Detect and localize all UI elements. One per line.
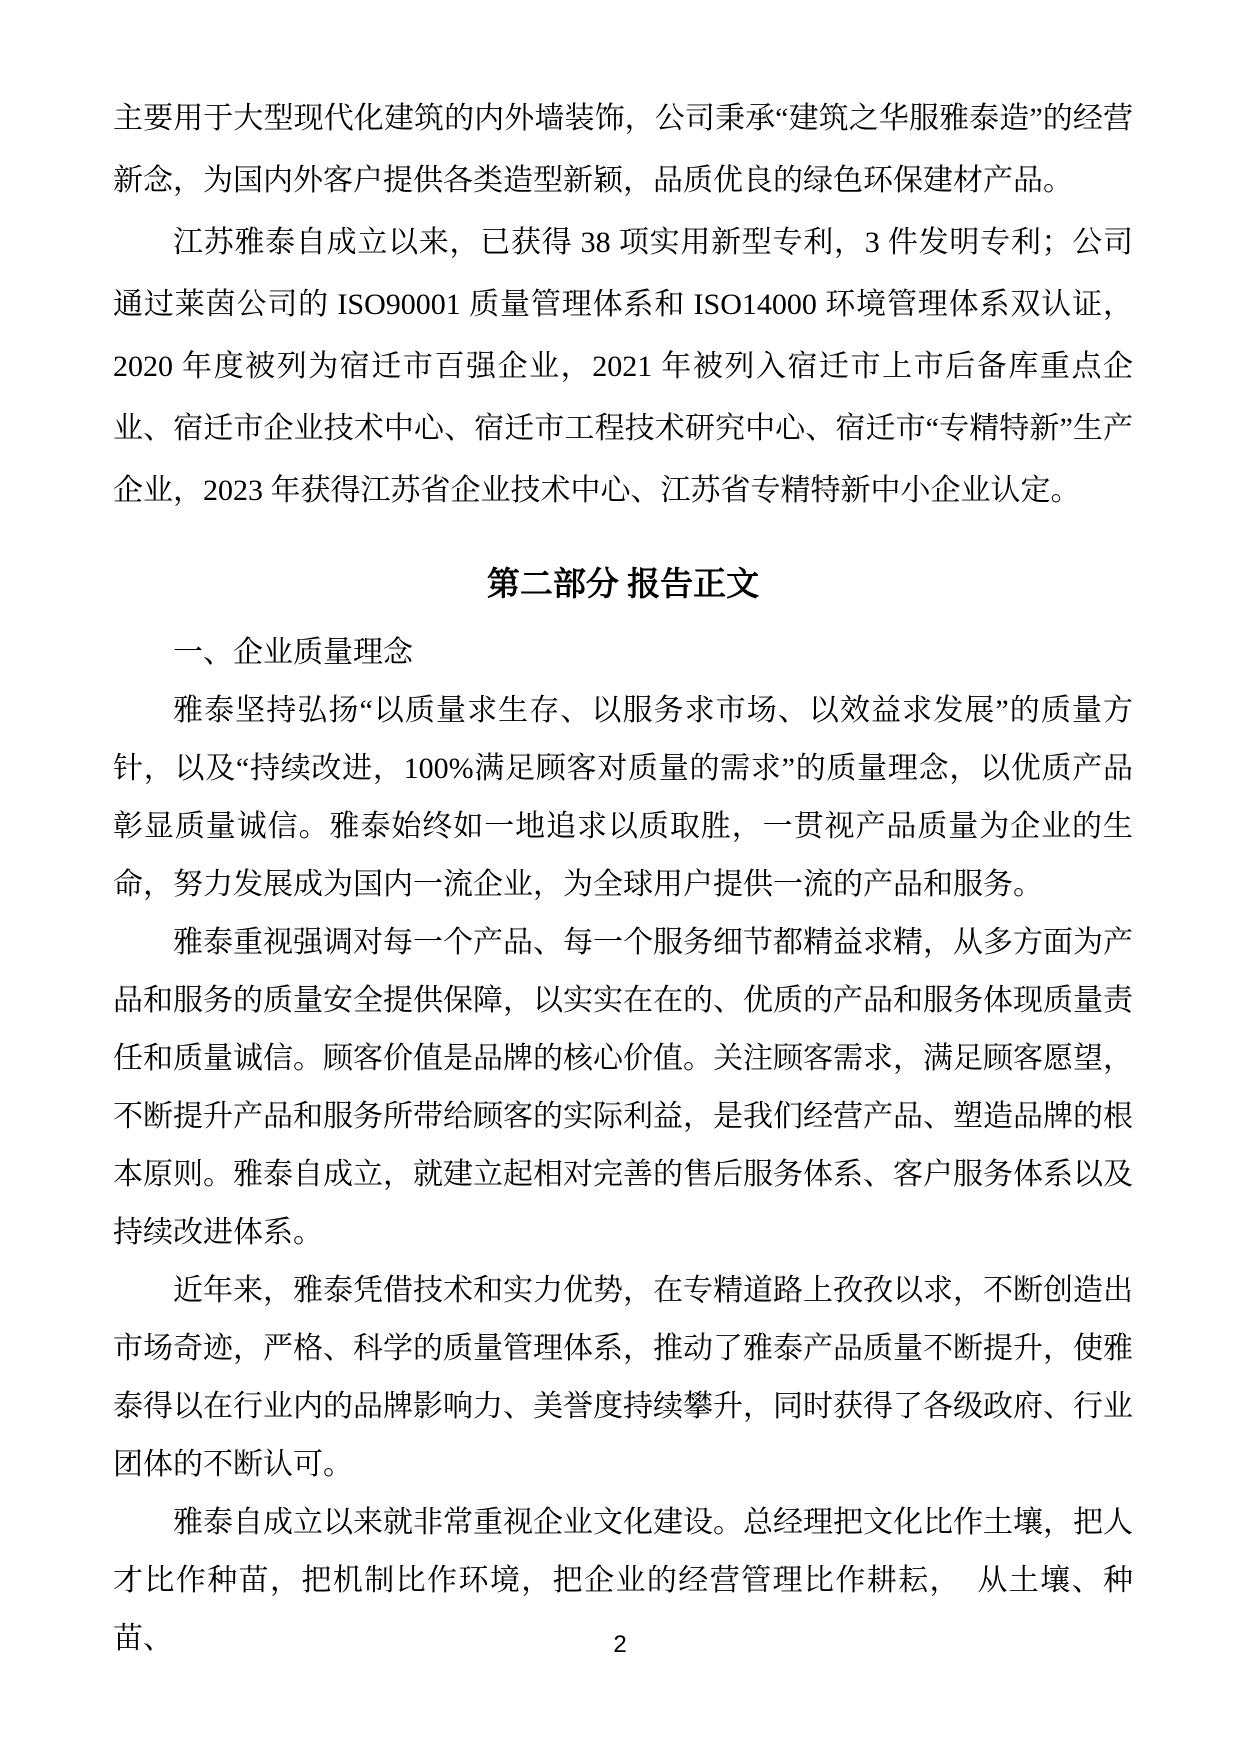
page-content <box>113 88 1133 1668</box>
paragraph-corporate-culture: 雅泰自成立以来就非常重视企业文化建设。总经理把文化比作土壤，把人才比作种苗，把机制比作环境，把企业的经营管理比作耕耘， 从土壤、种苗、 <box>113 1506 1133 1655</box>
subsection-heading-quality-philosophy: 一、企业质量理念 <box>173 636 413 669</box>
paragraph-customer-value: 雅泰重视强调对每一个产品、每一个服务细节都精益求精，从多方面为产品和服务的质量安全提供保障，以实实在在的、优质的产品和服务体现质量责任和质量诚信。顾客价值是品牌的核心价值。关注顾客需求，满足顾客愿望，不断提升产品和服务所带给顾客的实际利益，是我们经营产品、塑造品牌的根本原则。雅泰自成立，就建立起相对完善的售后服务体系、客户服务体系以及持续改进体系。 <box>113 926 1133 1249</box>
paragraph-intro-continued: 主要用于大型现代化建筑的内外墙装饰，公司秉承“建筑之华服雅泰造”的经营新念，为国内外客户提供各类造型新颖，品质优良的绿色环保建材产品。 <box>113 102 1133 197</box>
section-heading-part2: 第二部分 报告正文 <box>486 567 760 603</box>
paragraph-quality-policy: 雅泰坚持弘扬“以质量求生存、以服务求市场、以效益求发展”的质量方针，以及“持续改进，100%满足顾客对质量的需求”的质量理念，以优质产品彰显质量诚信。雅泰始终如一地追求以质取胜，一贯视产品质量为企业的生命，努力发展成为国内一流企业，为全球用户提供一流的产品和服务。 <box>113 694 1133 901</box>
paragraph-patents-honors: 江苏雅泰自成立以来，已获得 38 项实用新型专利，3 件发明专利；公司通过莱茵公司的 ISO90001 质量管理体系和 ISO14000 环境管理体系双认证，2020 年度被列为宿迁市百强企业，2021 年被列入宿迁市上市后备库重点企业、宿迁市企业技术中心、宿迁市工程技术研究中心、宿迁市“专精特新”生产企业，2023 年获得江苏省企业技术中心、江苏省专精特新中小企业认定。 <box>113 226 1133 507</box>
page-footer <box>0 1630 1240 1660</box>
page-number: 2 <box>613 1631 627 1658</box>
paragraph-recent-achievements: 近年来，雅泰凭借技术和实力优势，在专精道路上孜孜以求，不断创造出市场奇迹，严格、科学的质量管理体系，推动了雅泰产品质量不断提升，使雅泰得以在行业内的品牌影响力、美誉度持续攀升，同时获得了各级政府、行业团体的不断认可。 <box>113 1274 1133 1481</box>
